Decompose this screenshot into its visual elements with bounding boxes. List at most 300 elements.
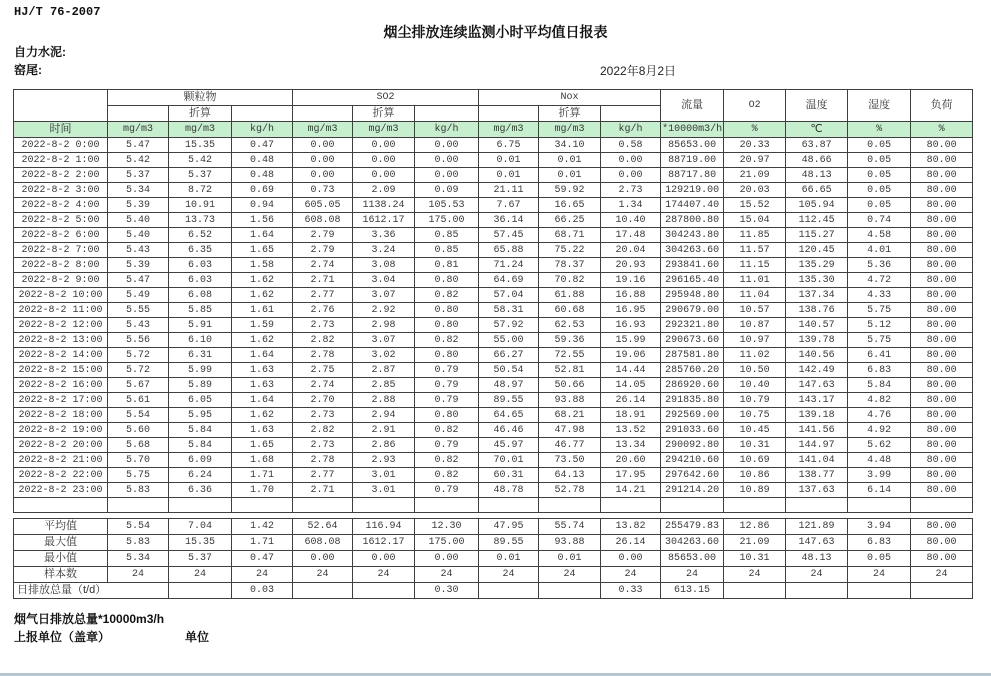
value-cell: 46.77 — [539, 438, 601, 453]
value-cell: 65.88 — [479, 243, 539, 258]
table-row — [14, 138, 973, 153]
time-cell: 2022-8-2 12:00 — [14, 318, 108, 333]
value-cell: 1.62 — [232, 333, 293, 348]
summary-value-cell — [353, 583, 415, 599]
value-cell: 57.92 — [479, 318, 539, 333]
value-cell: 174407.40 — [661, 198, 724, 213]
standard-code: HJ/T 76-2007 — [14, 5, 101, 19]
value-cell: 5.83 — [108, 483, 169, 498]
value-cell: 0.82 — [415, 288, 479, 303]
empty-cell — [169, 498, 232, 513]
summary-value-cell: 89.55 — [479, 535, 539, 551]
value-cell: 48.13 — [786, 168, 848, 183]
summary-table — [13, 518, 973, 599]
value-cell: 1.56 — [232, 213, 293, 228]
summary-value-cell: 6.83 — [848, 535, 911, 551]
unit-cell: mg/m3 — [539, 122, 601, 138]
summary-label: 样本数 — [14, 567, 108, 583]
summary-value-cell: 24 — [415, 567, 479, 583]
value-cell: 55.00 — [479, 333, 539, 348]
value-cell: 48.78 — [479, 483, 539, 498]
value-cell: 17.95 — [601, 468, 661, 483]
summary-value-cell: 1.42 — [232, 519, 293, 535]
value-cell: 5.43 — [108, 243, 169, 258]
spacer-cell — [293, 106, 353, 122]
value-cell: 0.73 — [293, 183, 353, 198]
unit-cell: kg/h — [232, 122, 293, 138]
value-cell: 80.00 — [911, 258, 973, 273]
summary-value-cell: 10.31 — [724, 551, 786, 567]
empty-cell — [539, 498, 601, 513]
summary-value-cell: 24 — [661, 567, 724, 583]
value-cell: 0.00 — [353, 168, 415, 183]
value-cell: 5.95 — [169, 408, 232, 423]
value-cell: 0.85 — [415, 228, 479, 243]
value-cell: 16.65 — [539, 198, 601, 213]
summary-value-cell: 0.47 — [232, 551, 293, 567]
summary-value-cell: 48.13 — [786, 551, 848, 567]
summary-value-cell: 24 — [232, 567, 293, 583]
value-cell: 292569.00 — [661, 408, 724, 423]
value-cell: 2.09 — [353, 183, 415, 198]
value-cell: 4.58 — [848, 228, 911, 243]
value-cell: 6.31 — [169, 348, 232, 363]
value-cell: 0.09 — [415, 183, 479, 198]
value-cell: 2.93 — [353, 453, 415, 468]
time-cell: 2022-8-2 4:00 — [14, 198, 108, 213]
empty-cell — [601, 498, 661, 513]
value-cell: 2.71 — [293, 273, 353, 288]
value-cell: 15.52 — [724, 198, 786, 213]
summary-value-cell: 21.09 — [724, 535, 786, 551]
value-cell: 140.56 — [786, 348, 848, 363]
value-cell: 295948.80 — [661, 288, 724, 303]
value-cell: 0.00 — [415, 138, 479, 153]
value-cell: 10.57 — [724, 303, 786, 318]
value-cell: 3.24 — [353, 243, 415, 258]
value-cell: 1.68 — [232, 453, 293, 468]
value-cell: 3.07 — [353, 288, 415, 303]
value-cell: 138.77 — [786, 468, 848, 483]
value-cell: 1.64 — [232, 348, 293, 363]
empty-cell — [911, 498, 973, 513]
value-cell: 50.54 — [479, 363, 539, 378]
value-cell: 294210.60 — [661, 453, 724, 468]
flue-gas-total-label: 烟气日排放总量*10000m3/h — [14, 612, 165, 626]
value-cell: 14.05 — [601, 378, 661, 393]
value-cell: 45.97 — [479, 438, 539, 453]
table-row — [14, 258, 973, 273]
value-cell: 78.37 — [539, 258, 601, 273]
summary-value-cell: 7.04 — [169, 519, 232, 535]
value-cell: 80.00 — [911, 168, 973, 183]
empty-cell — [353, 498, 415, 513]
summary-rows — [14, 519, 973, 599]
unit-cell: mg/m3 — [169, 122, 232, 138]
value-cell: 60.68 — [539, 303, 601, 318]
summary-value-cell: 13.82 — [601, 519, 661, 535]
time-cell: 2022-8-2 14:00 — [14, 348, 108, 363]
data-rows — [14, 138, 973, 513]
group-flow: 流量 — [661, 90, 724, 122]
value-cell: 5.47 — [108, 273, 169, 288]
value-cell: 48.66 — [786, 153, 848, 168]
value-cell: 5.39 — [108, 258, 169, 273]
table-row — [14, 333, 973, 348]
value-cell: 5.67 — [108, 378, 169, 393]
empty-cell — [232, 498, 293, 513]
value-cell: 88717.80 — [661, 168, 724, 183]
value-cell: 11.85 — [724, 228, 786, 243]
value-cell: 1.34 — [601, 198, 661, 213]
value-cell: 10.40 — [601, 213, 661, 228]
value-cell: 2.76 — [293, 303, 353, 318]
summary-row — [14, 535, 973, 551]
value-cell: 71.24 — [479, 258, 539, 273]
value-cell: 2.88 — [353, 393, 415, 408]
value-cell: 5.62 — [848, 438, 911, 453]
summary-value-cell: 608.08 — [293, 535, 353, 551]
value-cell: 5.75 — [848, 303, 911, 318]
value-cell: 141.04 — [786, 453, 848, 468]
value-cell: 608.08 — [293, 213, 353, 228]
time-cell: 2022-8-2 21:00 — [14, 453, 108, 468]
value-cell: 0.48 — [232, 168, 293, 183]
company-label: 自力水泥: — [14, 45, 66, 59]
value-cell: 1.58 — [232, 258, 293, 273]
summary-value-cell — [724, 583, 786, 599]
value-cell: 10.50 — [724, 363, 786, 378]
value-cell: 5.61 — [108, 393, 169, 408]
value-cell: 62.53 — [539, 318, 601, 333]
value-cell: 1.62 — [232, 273, 293, 288]
value-cell: 57.04 — [479, 288, 539, 303]
value-cell: 6.75 — [479, 138, 539, 153]
value-cell: 142.49 — [786, 363, 848, 378]
value-cell: 15.04 — [724, 213, 786, 228]
value-cell: 138.76 — [786, 303, 848, 318]
value-cell: 1.65 — [232, 438, 293, 453]
summary-row — [14, 519, 973, 535]
value-cell: 26.14 — [601, 393, 661, 408]
value-cell: 68.71 — [539, 228, 601, 243]
value-cell: 2.94 — [353, 408, 415, 423]
value-cell: 139.78 — [786, 333, 848, 348]
summary-value-cell — [848, 583, 911, 599]
value-cell: 8.72 — [169, 183, 232, 198]
time-cell: 2022-8-2 2:00 — [14, 168, 108, 183]
value-cell: 304243.80 — [661, 228, 724, 243]
site-line — [14, 63, 991, 78]
value-cell: 10.91 — [169, 198, 232, 213]
value-cell: 59.36 — [539, 333, 601, 348]
summary-value-cell: 0.33 — [601, 583, 661, 599]
value-cell: 0.00 — [601, 168, 661, 183]
summary-value-cell: 5.34 — [108, 551, 169, 567]
value-cell: 2.82 — [293, 423, 353, 438]
table-row — [14, 243, 973, 258]
value-cell: 80.00 — [911, 153, 973, 168]
value-cell: 2.73 — [293, 408, 353, 423]
value-cell: 0.79 — [415, 363, 479, 378]
table-row — [14, 453, 973, 468]
table-row — [14, 393, 973, 408]
value-cell: 50.66 — [539, 378, 601, 393]
table-row — [14, 348, 973, 363]
value-cell: 140.57 — [786, 318, 848, 333]
value-cell: 0.80 — [415, 303, 479, 318]
summary-value-cell: 0.03 — [232, 583, 293, 599]
table-row — [14, 153, 973, 168]
empty-cell — [661, 498, 724, 513]
value-cell: 10.45 — [724, 423, 786, 438]
value-cell: 287800.80 — [661, 213, 724, 228]
value-cell: 6.24 — [169, 468, 232, 483]
value-cell: 1.71 — [232, 468, 293, 483]
summary-value-cell: 24 — [539, 567, 601, 583]
value-cell: 2.86 — [353, 438, 415, 453]
value-cell: 15.99 — [601, 333, 661, 348]
unit-cell: *10000m3/h — [661, 122, 724, 138]
value-cell: 304263.60 — [661, 243, 724, 258]
value-cell: 5.49 — [108, 288, 169, 303]
summary-value-cell: 5.54 — [108, 519, 169, 535]
value-cell: 2.92 — [353, 303, 415, 318]
summary-value-cell: 5.83 — [108, 535, 169, 551]
value-cell: 2.70 — [293, 393, 353, 408]
value-cell: 6.03 — [169, 258, 232, 273]
value-cell: 2.77 — [293, 288, 353, 303]
value-cell: 0.00 — [415, 168, 479, 183]
value-cell: 293841.60 — [661, 258, 724, 273]
summary-value-cell: 304263.60 — [661, 535, 724, 551]
value-cell: 137.63 — [786, 483, 848, 498]
empty-cell — [293, 498, 353, 513]
value-cell: 6.08 — [169, 288, 232, 303]
footer-line2 — [14, 630, 991, 645]
unit-cell: % — [848, 122, 911, 138]
value-cell: 0.00 — [293, 168, 353, 183]
empty-cell — [14, 498, 108, 513]
value-cell: 4.33 — [848, 288, 911, 303]
time-cell: 2022-8-2 5:00 — [14, 213, 108, 228]
table-row — [14, 378, 973, 393]
value-cell: 4.82 — [848, 393, 911, 408]
value-cell: 5.68 — [108, 438, 169, 453]
converted-label: 折算 — [169, 106, 232, 122]
value-cell: 64.13 — [539, 468, 601, 483]
value-cell: 0.79 — [415, 393, 479, 408]
value-cell: 2.87 — [353, 363, 415, 378]
value-cell: 6.09 — [169, 453, 232, 468]
value-cell: 0.00 — [293, 153, 353, 168]
value-cell: 0.47 — [232, 138, 293, 153]
table-row — [14, 198, 973, 213]
summary-value-cell: 24 — [108, 567, 169, 583]
value-cell: 80.00 — [911, 138, 973, 153]
value-cell: 291835.80 — [661, 393, 724, 408]
value-cell: 175.00 — [415, 213, 479, 228]
value-cell: 10.86 — [724, 468, 786, 483]
time-cell: 2022-8-2 19:00 — [14, 423, 108, 438]
value-cell: 5.54 — [108, 408, 169, 423]
value-cell: 0.69 — [232, 183, 293, 198]
value-cell: 3.01 — [353, 468, 415, 483]
value-cell: 139.18 — [786, 408, 848, 423]
value-cell: 5.34 — [108, 183, 169, 198]
empty-cell — [415, 498, 479, 513]
value-cell: 10.69 — [724, 453, 786, 468]
value-cell: 19.16 — [601, 273, 661, 288]
blank-row — [14, 498, 973, 513]
summary-value-cell: 0.00 — [415, 551, 479, 567]
time-cell: 2022-8-2 18:00 — [14, 408, 108, 423]
value-cell: 64.69 — [479, 273, 539, 288]
summary-value-cell: 24 — [169, 567, 232, 583]
value-cell: 16.93 — [601, 318, 661, 333]
value-cell: 93.88 — [539, 393, 601, 408]
spacer-cell — [232, 106, 293, 122]
unit-cell: % — [724, 122, 786, 138]
value-cell: 2.74 — [293, 378, 353, 393]
value-cell: 7.67 — [479, 198, 539, 213]
value-cell: 105.53 — [415, 198, 479, 213]
value-cell: 80.00 — [911, 183, 973, 198]
value-cell: 0.05 — [848, 183, 911, 198]
report-date: 2022年8月2日 — [600, 64, 677, 78]
report-title: 烟尘排放连续监测小时平均值日报表 — [383, 24, 608, 40]
value-cell: 5.43 — [108, 318, 169, 333]
value-cell: 75.22 — [539, 243, 601, 258]
summary-row — [14, 551, 973, 567]
value-cell: 0.82 — [415, 453, 479, 468]
table-row — [14, 408, 973, 423]
value-cell: 2.85 — [353, 378, 415, 393]
value-cell: 2.75 — [293, 363, 353, 378]
site-label: 窑尾: — [14, 63, 42, 77]
value-cell: 19.06 — [601, 348, 661, 363]
group-load: 负荷 — [911, 90, 973, 122]
summary-value-cell — [293, 583, 353, 599]
value-cell: 20.04 — [601, 243, 661, 258]
value-cell: 10.79 — [724, 393, 786, 408]
table-row — [14, 228, 973, 243]
group-temperature: 温度 — [786, 90, 848, 122]
value-cell: 287581.80 — [661, 348, 724, 363]
value-cell: 290092.80 — [661, 438, 724, 453]
value-cell: 80.00 — [911, 198, 973, 213]
value-cell: 80.00 — [911, 453, 973, 468]
value-cell: 5.40 — [108, 228, 169, 243]
unit-cell: % — [911, 122, 973, 138]
value-cell: 5.72 — [108, 348, 169, 363]
value-cell: 11.15 — [724, 258, 786, 273]
spacer-cell — [479, 106, 539, 122]
value-cell: 16.88 — [601, 288, 661, 303]
summary-label: 日排放总量（t/d） — [14, 583, 169, 599]
value-cell: 120.45 — [786, 243, 848, 258]
value-cell: 0.80 — [415, 273, 479, 288]
value-cell: 80.00 — [911, 378, 973, 393]
value-cell: 1.63 — [232, 378, 293, 393]
value-cell: 0.00 — [601, 153, 661, 168]
value-cell: 144.97 — [786, 438, 848, 453]
value-cell: 80.00 — [911, 408, 973, 423]
value-cell: 1138.24 — [353, 198, 415, 213]
summary-value-cell: 3.94 — [848, 519, 911, 535]
value-cell: 70.01 — [479, 453, 539, 468]
value-cell: 17.48 — [601, 228, 661, 243]
unit-cell: kg/h — [415, 122, 479, 138]
value-cell: 290673.60 — [661, 333, 724, 348]
summary-value-cell: 24 — [353, 567, 415, 583]
value-cell: 66.27 — [479, 348, 539, 363]
summary-value-cell: 0.00 — [601, 551, 661, 567]
value-cell: 137.34 — [786, 288, 848, 303]
time-cell: 2022-8-2 23:00 — [14, 483, 108, 498]
summary-row — [14, 583, 973, 599]
value-cell: 80.00 — [911, 288, 973, 303]
value-cell: 3.04 — [353, 273, 415, 288]
summary-value-cell: 0.01 — [539, 551, 601, 567]
summary-value-cell: 1.71 — [232, 535, 293, 551]
value-cell: 14.21 — [601, 483, 661, 498]
summary-value-cell: 1612.17 — [353, 535, 415, 551]
table-row — [14, 438, 973, 453]
table-row — [14, 273, 973, 288]
value-cell: 36.14 — [479, 213, 539, 228]
summary-value-cell: 24 — [724, 567, 786, 583]
value-cell: 64.65 — [479, 408, 539, 423]
value-cell: 13.52 — [601, 423, 661, 438]
value-cell: 5.91 — [169, 318, 232, 333]
converted-label: 折算 — [353, 106, 415, 122]
value-cell: 1.70 — [232, 483, 293, 498]
value-cell: 2.82 — [293, 333, 353, 348]
value-cell: 6.41 — [848, 348, 911, 363]
value-cell: 5.60 — [108, 423, 169, 438]
value-cell: 2.71 — [293, 483, 353, 498]
value-cell: 20.33 — [724, 138, 786, 153]
summary-value-cell — [786, 583, 848, 599]
value-cell: 2.91 — [353, 423, 415, 438]
summary-value-cell: 121.89 — [786, 519, 848, 535]
table-row — [14, 318, 973, 333]
value-cell: 15.35 — [169, 138, 232, 153]
value-cell: 4.92 — [848, 423, 911, 438]
value-cell: 1.61 — [232, 303, 293, 318]
unit-cell: kg/h — [601, 122, 661, 138]
value-cell: 16.95 — [601, 303, 661, 318]
value-cell: 291214.20 — [661, 483, 724, 498]
value-cell: 1.59 — [232, 318, 293, 333]
value-cell: 0.82 — [415, 468, 479, 483]
value-cell: 80.00 — [911, 423, 973, 438]
table-row — [14, 363, 973, 378]
time-cell: 2022-8-2 15:00 — [14, 363, 108, 378]
summary-label: 最小值 — [14, 551, 108, 567]
value-cell: 112.45 — [786, 213, 848, 228]
summary-value-cell: 93.88 — [539, 535, 601, 551]
value-cell: 286920.60 — [661, 378, 724, 393]
value-cell: 46.46 — [479, 423, 539, 438]
value-cell: 2.73 — [293, 438, 353, 453]
summary-value-cell — [911, 583, 973, 599]
value-cell: 80.00 — [911, 438, 973, 453]
value-cell: 72.55 — [539, 348, 601, 363]
value-cell: 0.79 — [415, 483, 479, 498]
table-row — [14, 183, 973, 198]
